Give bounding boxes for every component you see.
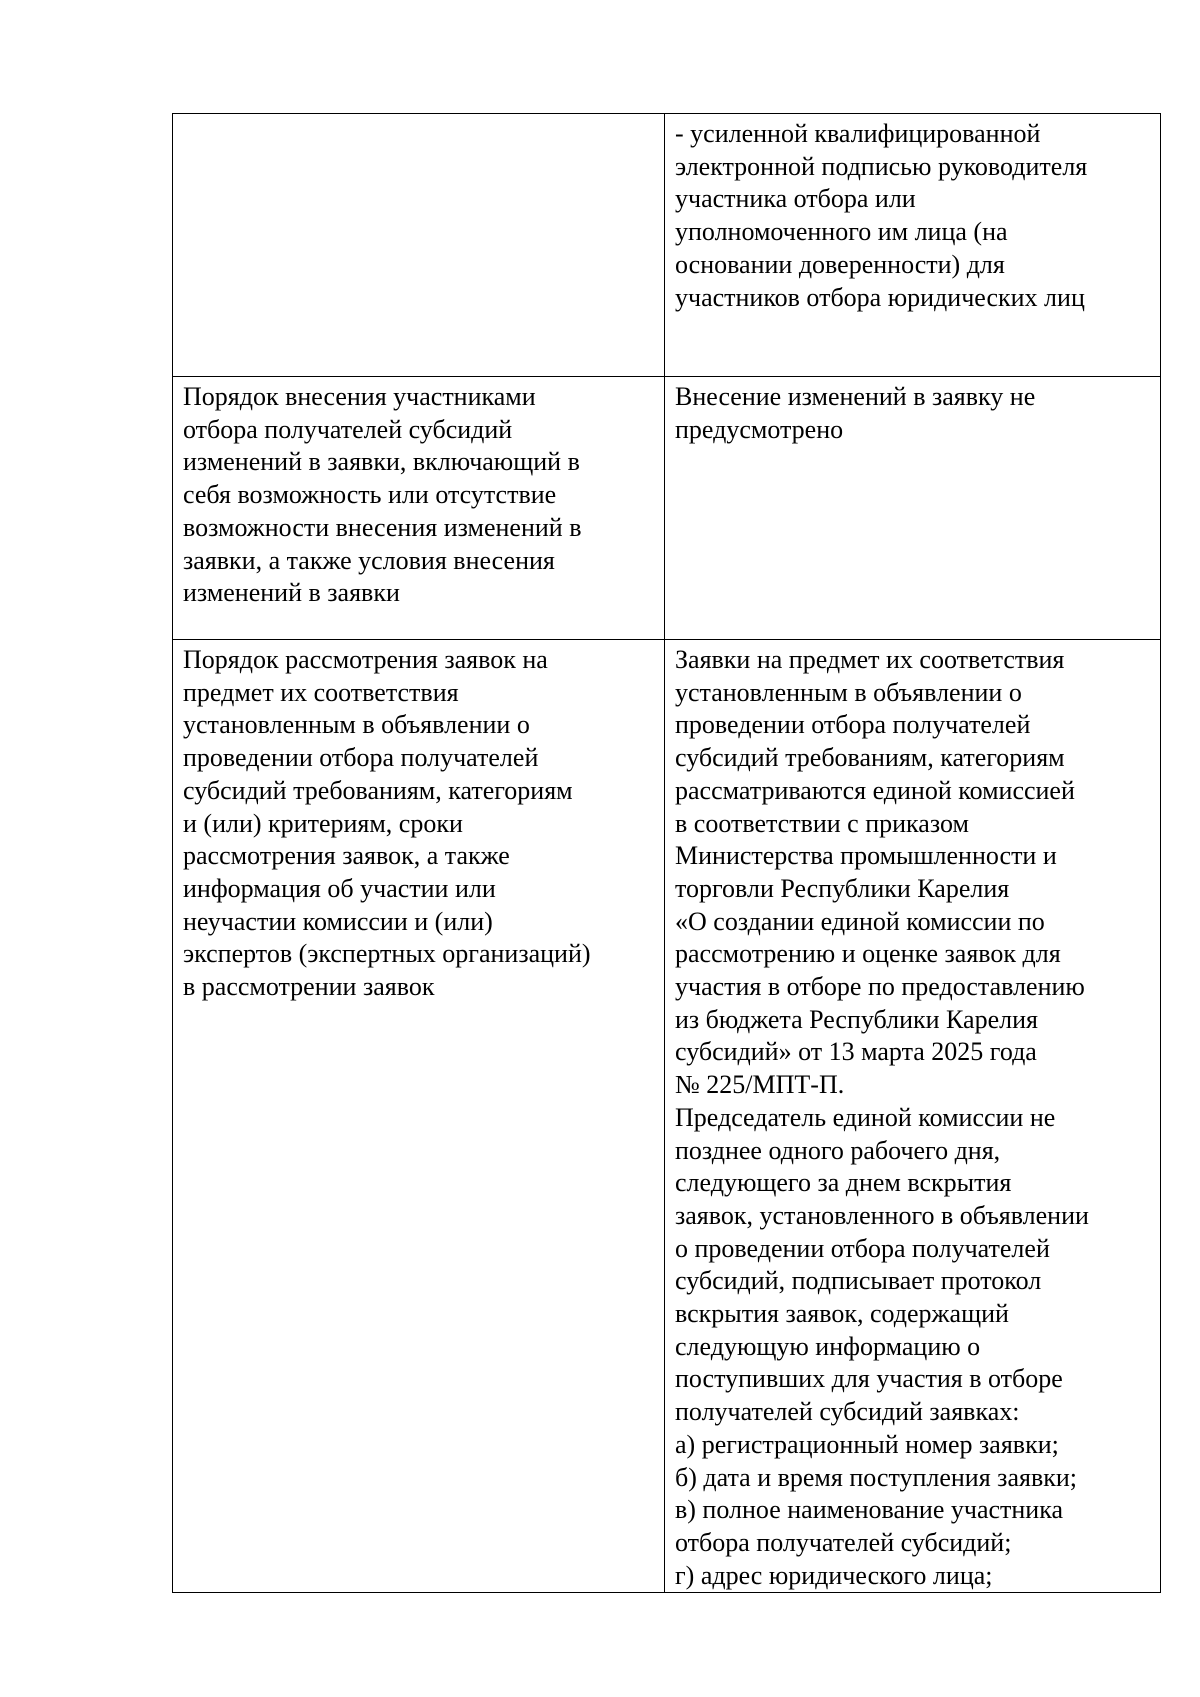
- cell-text-line: «О создании единой комиссии по: [675, 906, 1045, 936]
- procedure-table: [172, 113, 1161, 1593]
- table-row: [173, 640, 1161, 1593]
- cell-text-line: из бюджета Республики Карелия: [675, 1004, 1038, 1034]
- cell-text-line: следующего за днем вскрытия: [675, 1168, 1012, 1198]
- cell-text-line: участников отбора юридических лиц: [675, 282, 1085, 312]
- cell-text-line: электронной подписью руководителя: [675, 151, 1088, 181]
- cell-text-line: экспертов (экспертных организаций): [183, 939, 591, 969]
- cell-text-line: вскрытия заявок, содержащий: [675, 1299, 1009, 1329]
- cell-text-line: в соответствии с приказом: [675, 808, 969, 838]
- cell-text-line: участника отбора или: [675, 184, 916, 214]
- cell-text-line: субсидий, подписывает протокол: [675, 1266, 1042, 1296]
- cell-text-line: б) дата и время поступления заявки;: [675, 1462, 1077, 1492]
- cell-text-line: Внесение изменений в заявку не: [675, 382, 1036, 411]
- cell-text-line: № 225/МПТ-П.: [675, 1070, 845, 1100]
- cell-text-line: предмет их соответствия: [183, 677, 459, 707]
- cell-text-line: поступивших для участия в отборе: [675, 1364, 1063, 1394]
- cell-text-line: возможности внесения изменений в: [183, 512, 582, 542]
- cell-text-line: уполномоченного им лица (на: [675, 217, 1008, 247]
- cell-text-line: в) полное наименование участника: [675, 1495, 1063, 1525]
- row-3-right-cell: [665, 640, 1161, 1593]
- cell-text-line: Порядок внесения участниками: [183, 382, 536, 411]
- cell-text-line: следующую информацию о: [675, 1331, 981, 1361]
- cell-text-line: отбора получателей субсидий: [183, 414, 513, 444]
- cell-text-line: предусмотрено: [675, 414, 844, 444]
- cell-text-line: в рассмотрении заявок: [183, 972, 435, 1002]
- row-3-left-cell: [173, 640, 665, 1593]
- row-2-right-cell: [665, 377, 1161, 640]
- cell-text-line: изменений в заявки: [183, 578, 400, 608]
- cell-text-line: - усиленной квалифицированной: [675, 119, 1041, 148]
- cell-text-line: основании доверенности) для: [675, 249, 1005, 279]
- cell-text-line: себя возможность или отсутствие: [183, 480, 557, 510]
- cell-text-line: и (или) критериям, сроки: [183, 808, 463, 838]
- table-row: [173, 377, 1161, 640]
- cell-text-line: позднее одного рабочего дня,: [675, 1135, 1001, 1165]
- cell-text-line: установленным в объявлении о: [675, 677, 1022, 707]
- cell-text-line: а) регистрационный номер заявки;: [675, 1429, 1059, 1459]
- cell-text-line: Заявки на предмет их соответствия: [675, 645, 1065, 674]
- cell-text-line: субсидий требованиям, категориям: [183, 775, 573, 805]
- cell-text-line: Министерства промышленности и: [675, 841, 1057, 871]
- cell-text-line: установленным в объявлении о: [183, 710, 530, 740]
- cell-text-line: получателей субсидий заявках:: [675, 1397, 1020, 1427]
- cell-text-line: рассмотрения заявок, а также: [183, 841, 510, 871]
- cell-text-line: информация об участии или: [183, 873, 496, 903]
- cell-text-line: рассмотрению и оценке заявок для: [675, 939, 1061, 969]
- cell-text-line: изменений в заявки, включающий в: [183, 447, 580, 477]
- cell-text-line: рассматриваются единой комиссией: [675, 775, 1075, 805]
- row-1-left-cell: [173, 114, 665, 377]
- cell-text-line: Председатель единой комиссии не: [675, 1102, 1056, 1132]
- table-row: [173, 114, 1161, 377]
- cell-text-line: отбора получателей субсидий;: [675, 1527, 1012, 1557]
- cell-text-line: субсидий требованиям, категориям: [675, 743, 1065, 773]
- row-2-left-cell: [173, 377, 665, 640]
- cell-text-line: проведении отбора получателей: [183, 743, 539, 773]
- cell-text-line: Порядок рассмотрения заявок на: [183, 645, 548, 674]
- cell-text-line: субсидий» от 13 марта 2025 года: [675, 1037, 1037, 1067]
- cell-text-line: г) адрес юридического лица;: [675, 1560, 993, 1590]
- row-1-right-cell: [665, 114, 1161, 377]
- cell-text-line: заявок, установленного в объявлении: [675, 1200, 1089, 1230]
- cell-text-line: проведении отбора получателей: [675, 710, 1031, 740]
- cell-text-line: заявки, а также условия внесения: [183, 545, 555, 575]
- cell-text-line: неучастии комиссии и (или): [183, 906, 493, 936]
- cell-text-line: торговли Республики Карелия: [675, 873, 1010, 903]
- cell-text-line: участия в отборе по предоставлению: [675, 972, 1085, 1002]
- cell-text-line: о проведении отбора получателей: [675, 1233, 1050, 1263]
